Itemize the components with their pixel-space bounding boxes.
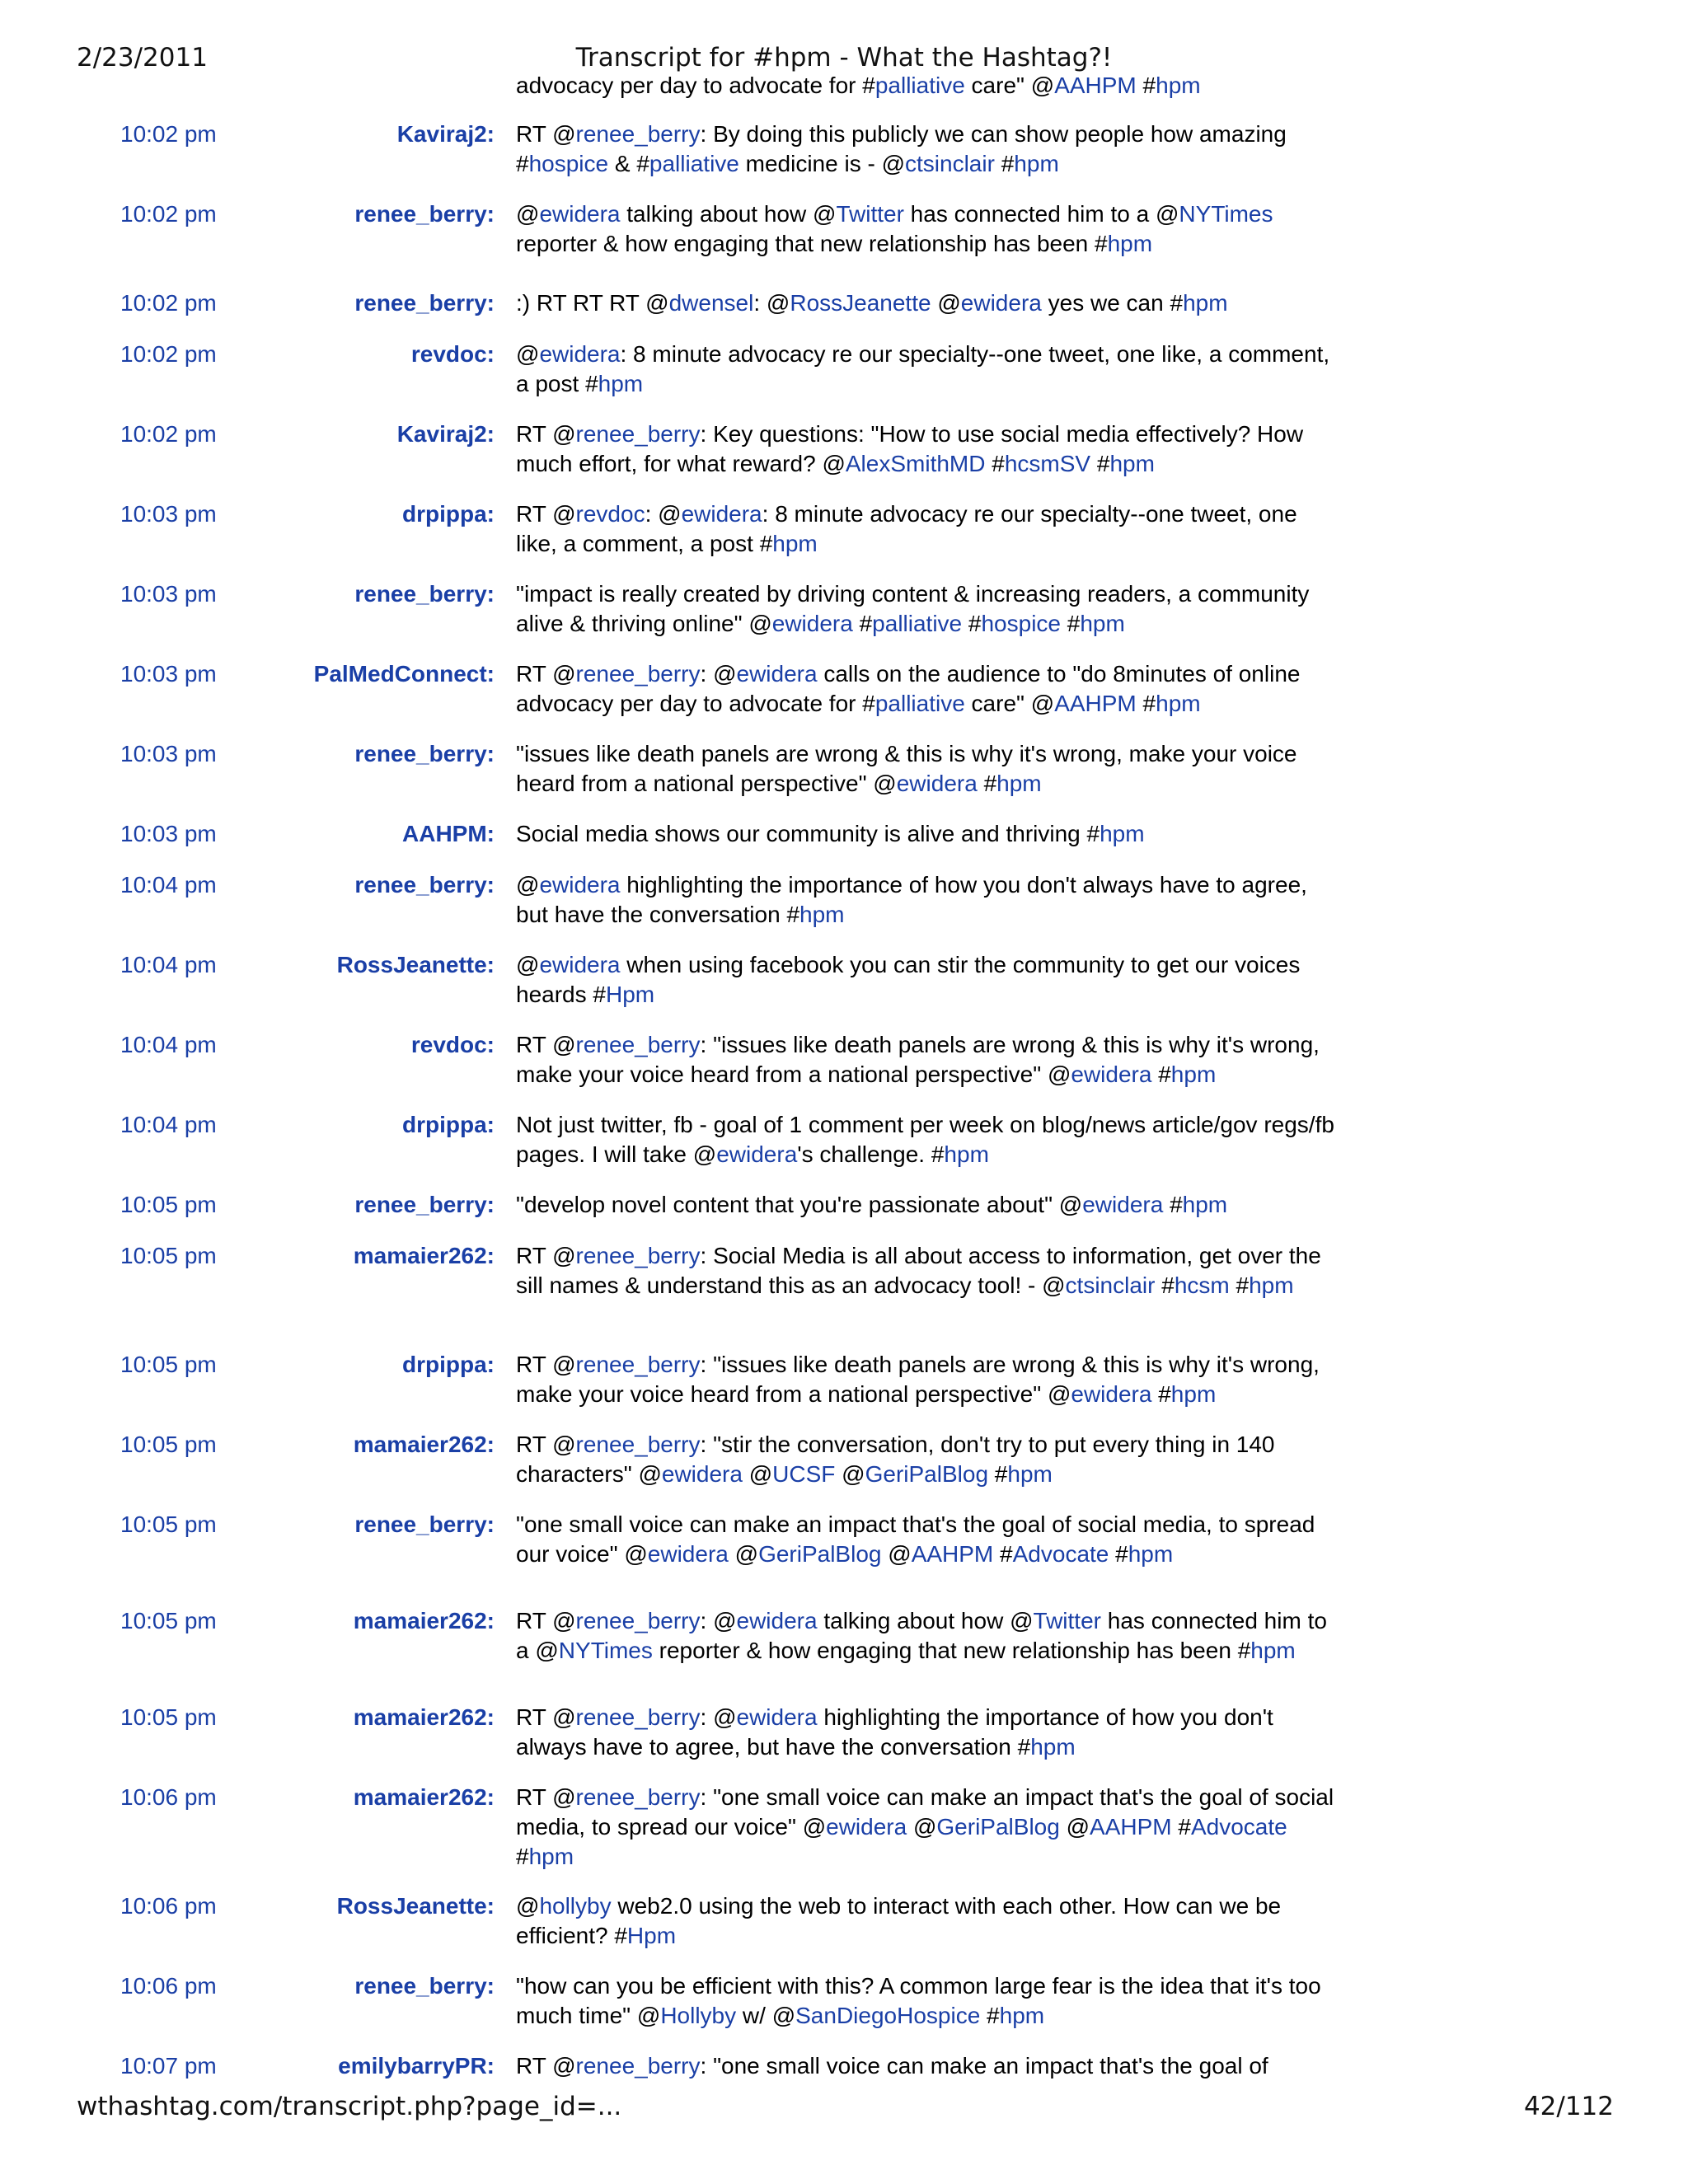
tweet-user[interactable]: mamaier262: (353, 1608, 495, 1633)
tweet-text: RT @renee_berry: @ewidera highlighting the importance of how you don't always have to agree, but have the conversation #hpm (516, 1704, 1273, 1760)
tweet-time[interactable]: 10:06 pm (120, 1973, 217, 1999)
tweet-time[interactable]: 10:02 pm (120, 290, 217, 316)
tweet-time[interactable]: 10:04 pm (120, 872, 217, 898)
mention-link[interactable]: revdoc (575, 501, 645, 527)
tweet-user[interactable]: RossJeanette: (336, 952, 495, 977)
mention-link[interactable]: ewidera (539, 952, 621, 977)
tweet-time[interactable]: 10:03 pm (120, 821, 217, 846)
tweet-time[interactable]: 10:03 pm (120, 581, 217, 607)
tweet-time[interactable]: 10:07 pm (120, 2053, 217, 2079)
tweet-text: RT @renee_berry: "one small voice can make an impact that's the goal of social media, to spread our voice" @ewidera @GeriPalBlog @AAHPM #Advocate #hpm (516, 1784, 1334, 1869)
mention-link[interactable]: renee_berry (575, 1032, 701, 1057)
tweet-user[interactable]: mamaier262: (353, 1704, 495, 1730)
mention-link[interactable]: ewidera (647, 1541, 729, 1567)
header-title: Transcript for #hpm - What the Hashtag?! (575, 43, 1113, 73)
hashtag-link[interactable]: hpm (1128, 1541, 1174, 1567)
hashtag-link[interactable]: hpm (1007, 1461, 1053, 1487)
hashtag-link[interactable]: hpm (1156, 73, 1201, 98)
mention-link[interactable]: renee_berry (575, 1608, 701, 1633)
mention-link[interactable]: GeriPalBlog (936, 1814, 1060, 1840)
hashtag-link[interactable]: hpm (1170, 1381, 1217, 1407)
mention-link[interactable]: GeriPalBlog (865, 1461, 989, 1487)
mention-link[interactable]: ewidera (681, 501, 762, 527)
tweet-user[interactable]: renee_berry: (354, 1973, 495, 1999)
mention-link[interactable]: dwensel (668, 290, 754, 316)
hashtag-link[interactable]: Advocate (1190, 1814, 1287, 1840)
mention-link[interactable]: renee_berry (575, 1432, 701, 1457)
mention-link[interactable]: RossJeanette (790, 290, 931, 316)
tweet-time[interactable]: 10:05 pm (120, 1704, 217, 1730)
hashtag-link[interactable]: hpm (799, 902, 845, 927)
mention-link[interactable]: AAHPM (1054, 691, 1137, 716)
tweet-user[interactable]: RossJeanette: (336, 1893, 495, 1919)
tweet-user[interactable]: mamaier262: (353, 1243, 495, 1268)
mention-link[interactable]: renee_berry (575, 1784, 701, 1810)
header-date: 2/23/2011 (77, 43, 208, 73)
continued-tweet-text: advocacy per day to advocate for #palliative care" @AAHPM #hpm (516, 73, 1201, 98)
mention-link[interactable]: ctsinclair (905, 151, 995, 176)
hashtag-link[interactable]: hpm (1014, 151, 1059, 176)
tweet-user[interactable]: drpippa: (402, 1112, 495, 1137)
hashtag-link[interactable]: Hpm (626, 1923, 677, 1948)
tweet-time[interactable]: 10:02 pm (120, 121, 217, 147)
mention-link[interactable]: ewidera (826, 1814, 907, 1840)
hashtag-link[interactable]: hpm (598, 371, 644, 396)
tweet-user[interactable]: PalMedConnect: (313, 661, 495, 687)
tweet-text: "impact is really created by driving content & increasing readers, a community alive & thriving online" @ewidera #palliative #hospice #hpm (516, 581, 1310, 636)
tweet-time[interactable]: 10:05 pm (120, 1608, 217, 1633)
mention-link[interactable]: ewidera (1071, 1381, 1152, 1407)
tweet-text: "how can you be efficient with this? A common large fear is the idea that it's too much time" @Hollyby w/ @SanDiegoHospice #hpm (516, 1973, 1321, 2028)
tweet-user[interactable]: AAHPM: (402, 821, 495, 846)
tweet-text: RT @renee_berry: "issues like death panels are wrong & this is why it's wrong, make your voice heard from a national perspective" @ewidera #hpm (516, 1032, 1320, 1087)
mention-link[interactable]: renee_berry (575, 2053, 701, 2079)
mention-link[interactable]: ewidera (771, 611, 853, 636)
hashtag-link[interactable]: hpm (772, 531, 818, 556)
tweet-text: "issues like death panels are wrong & this is why it's wrong, make your voice heard from a national perspective" @ewidera #hpm (516, 741, 1297, 796)
tweet-text: "develop novel content that you're passionate about" @ewidera #hpm (516, 1192, 1228, 1217)
mention-link[interactable]: NYTimes (1179, 201, 1273, 227)
mention-link[interactable]: renee_berry (575, 1704, 701, 1730)
tweet-time[interactable]: 10:05 pm (120, 1243, 217, 1268)
tweet-text: RT @renee_berry: @ewidera calls on the audience to "do 8minutes of online advocacy per day to advocate for #palliative care" @AAHPM #hpm (516, 661, 1301, 716)
hashtag-link[interactable]: hpm (1250, 1638, 1296, 1663)
tweet-text: RT @renee_berry: "stir the conversation, don't try to put every thing in 140 characters" @ewidera @UCSF @GeriPalBlog #hpm (516, 1432, 1275, 1487)
tweet-text: Not just twitter, fb - goal of 1 comment per week on blog/news article/gov regs/fb pages. I will take @ewidera's challenge. #hpm (516, 1112, 1334, 1167)
tweet-user[interactable]: renee_berry: (354, 1192, 495, 1217)
mention-link[interactable]: GeriPalBlog (758, 1541, 882, 1567)
tweet-text: :) RT RT RT @dwensel: @RossJeanette @ewidera yes we can #hpm (516, 290, 1228, 316)
hashtag-link[interactable]: palliative (874, 691, 965, 716)
hashtag-link[interactable]: hpm (996, 771, 1042, 796)
mention-link[interactable]: AAHPM (1090, 1814, 1172, 1840)
tweet-time[interactable]: 10:03 pm (120, 661, 217, 687)
tweet-text: RT @renee_berry: Social Media is all about access to information, get over the sill names & understand this as an advocacy tool! - @ctsinclair #hcsm #hpm (516, 1243, 1321, 1298)
tweet-text: @ewidera highlighting the importance of how you don't always have to agree, but have the conversation #hpm (516, 872, 1307, 927)
mention-link[interactable]: ewidera (960, 290, 1042, 316)
tweet-text: RT @renee_berry: "one small voice can make an impact that's the goal of (516, 2053, 1268, 2079)
mention-link[interactable]: renee_berry (575, 421, 701, 447)
footer-url: wthashtag.com/transcript.php?page_id=... (77, 2092, 622, 2121)
hashtag-link[interactable]: hpm (1107, 231, 1153, 256)
mention-link[interactable]: ewidera (539, 872, 621, 898)
hashtag-link[interactable]: hpm (944, 1141, 989, 1167)
tweet-time[interactable]: 10:03 pm (120, 741, 217, 766)
mention-link[interactable]: ewidera (736, 1608, 818, 1633)
tweet-user[interactable]: Kaviraj2: (396, 121, 495, 147)
mention-link[interactable]: ewidera (539, 201, 621, 227)
tweet-text: RT @renee_berry: By doing this publicly we can show people how amazing #hospice & #palliative medicine is - @ctsinclair #hpm (516, 121, 1287, 176)
tweet-user[interactable]: renee_berry: (354, 201, 495, 227)
tweet-time[interactable]: 10:05 pm (120, 1511, 217, 1537)
hashtag-link[interactable]: palliative (872, 611, 963, 636)
hashtag-link[interactable]: hcsm (1174, 1272, 1230, 1298)
mention-link[interactable]: renee_berry (575, 1352, 701, 1377)
tweet-user[interactable]: renee_berry: (354, 290, 495, 316)
tweet-text: RT @renee_berry: "issues like death panels are wrong & this is why it's wrong, make your voice heard from a national perspective" @ewidera #hpm (516, 1352, 1320, 1407)
mention-link[interactable]: Twitter (1033, 1608, 1101, 1633)
tweet-user[interactable]: drpippa: (402, 501, 495, 527)
tweet-time[interactable]: 10:05 pm (120, 1352, 217, 1377)
tweet-time[interactable]: 10:06 pm (120, 1893, 217, 1919)
mention-link[interactable]: ewidera (1071, 1062, 1152, 1087)
mention-link[interactable]: renee_berry (575, 1243, 701, 1268)
hashtag-link[interactable]: palliative (649, 151, 739, 176)
hashtag-link[interactable]: hpm (999, 2003, 1045, 2028)
tweet-user[interactable]: renee_berry: (354, 1511, 495, 1537)
tweet-time[interactable]: 10:05 pm (120, 1432, 217, 1457)
tweet-user[interactable]: Kaviraj2: (396, 421, 495, 447)
mention-link[interactable]: renee_berry (575, 121, 701, 147)
mention-link[interactable]: NYTimes (558, 1638, 653, 1663)
tweet-text: RT @renee_berry: @ewidera talking about how @Twitter has connected him to a @NYTimes reporter & how engaging that new relationship has been #hpm (516, 1608, 1327, 1663)
tweet-user[interactable]: renee_berry: (354, 581, 495, 607)
tweet-text: @ewidera when using facebook you can stir the community to get our voices heards #Hpm (516, 952, 1301, 1007)
tweet-user[interactable]: mamaier262: (353, 1432, 495, 1457)
hashtag-link[interactable]: hpm (1109, 451, 1155, 476)
footer-page-number: 42/112 (1523, 2092, 1614, 2121)
hashtag-link[interactable]: hpm (1080, 611, 1125, 636)
mention-link[interactable]: ewidera (661, 1461, 743, 1487)
hashtag-link[interactable]: hospice (981, 611, 1061, 636)
mention-link[interactable]: SanDiegoHospice (795, 2003, 981, 2028)
mention-link[interactable]: AlexSmithMD (845, 451, 986, 476)
hashtag-link[interactable]: Hpm (605, 982, 655, 1007)
tweet-user[interactable]: drpippa: (402, 1352, 495, 1377)
tweet-time[interactable]: 10:02 pm (120, 201, 217, 227)
tweet-text: RT @renee_berry: Key questions: "How to use social media effectively? How much effort, for what reward? @AlexSmithMD #hcsmSV #hpm (516, 421, 1304, 476)
tweet-user[interactable]: revdoc: (410, 341, 495, 367)
hashtag-link[interactable]: hpm (1030, 1734, 1076, 1760)
tweet-text: RT @revdoc: @ewidera: 8 minute advocacy re our specialty--one tweet, one like, a comment, a post #hpm (516, 501, 1297, 556)
mention-link[interactable]: UCSF (772, 1461, 836, 1487)
hashtag-link[interactable]: Advocate (1012, 1541, 1109, 1567)
tweet-user[interactable]: emilybarryPR: (338, 2053, 495, 2079)
tweet-time[interactable]: 10:03 pm (120, 501, 217, 527)
tweet-time[interactable]: 10:02 pm (120, 421, 217, 447)
mention-link[interactable]: Twitter (836, 201, 904, 227)
mention-link[interactable]: AAHPM (1054, 73, 1137, 98)
tweet-user[interactable]: mamaier262: (353, 1784, 495, 1810)
tweet-time[interactable]: 10:06 pm (120, 1784, 217, 1810)
hashtag-link[interactable]: hcsmSV (1004, 451, 1091, 476)
tweet-user[interactable]: renee_berry: (354, 872, 495, 898)
tweet-text: @ewidera: 8 minute advocacy re our specialty--one tweet, one like, a comment, a post #hpm (516, 341, 1330, 396)
tweet-user[interactable]: revdoc: (410, 1032, 495, 1057)
hashtag-link[interactable]: hpm (528, 1844, 574, 1869)
tweet-time[interactable]: 10:05 pm (120, 1192, 217, 1217)
mention-link[interactable]: ewidera (539, 341, 621, 367)
mention-link[interactable]: ctsinclair (1065, 1272, 1156, 1298)
mention-link[interactable]: AAHPM (911, 1541, 994, 1567)
hashtag-link[interactable]: hpm (1249, 1272, 1294, 1298)
mention-link[interactable]: ewidera (736, 661, 818, 687)
tweet-text: @hollyby web2.0 using the web to interact with each other. How can we be efficient? #Hpm (516, 1893, 1282, 1948)
mention-link[interactable]: ewidera (736, 1704, 818, 1730)
tweet-text: @ewidera talking about how @Twitter has connected him to a @NYTimes reporter & how engaging that new relationship has been #hpm (516, 201, 1273, 256)
hashtag-link[interactable]: palliative (874, 73, 965, 98)
mention-link[interactable]: renee_berry (575, 661, 701, 687)
mention-link[interactable]: ewidera (896, 771, 978, 796)
hashtag-link[interactable]: hpm (1170, 1062, 1217, 1087)
mention-link[interactable]: ewidera (716, 1141, 798, 1167)
hashtag-link[interactable]: hpm (1182, 1192, 1228, 1217)
mention-link[interactable]: hollyby (539, 1893, 612, 1919)
hashtag-link[interactable]: hospice (528, 151, 609, 176)
tweet-time[interactable]: 10:02 pm (120, 341, 217, 367)
hashtag-link[interactable]: hpm (1100, 821, 1145, 846)
tweet-user[interactable]: renee_berry: (354, 741, 495, 766)
mention-link[interactable]: ewidera (1082, 1192, 1164, 1217)
tweet-time[interactable]: 10:04 pm (120, 1112, 217, 1137)
hashtag-link[interactable]: hpm (1156, 691, 1201, 716)
tweet-text: Social media shows our community is alive and thriving #hpm (516, 821, 1145, 846)
mention-link[interactable]: Hollyby (660, 2003, 737, 2028)
hashtag-link[interactable]: hpm (1183, 290, 1228, 316)
tweet-text: "one small voice can make an impact that's the goal of social media, to spread our voice" @ewidera @GeriPalBlog @AAHPM #Advocate #hpm (516, 1511, 1315, 1567)
tweet-time[interactable]: 10:04 pm (120, 1032, 217, 1057)
tweet-time[interactable]: 10:04 pm (120, 952, 217, 977)
